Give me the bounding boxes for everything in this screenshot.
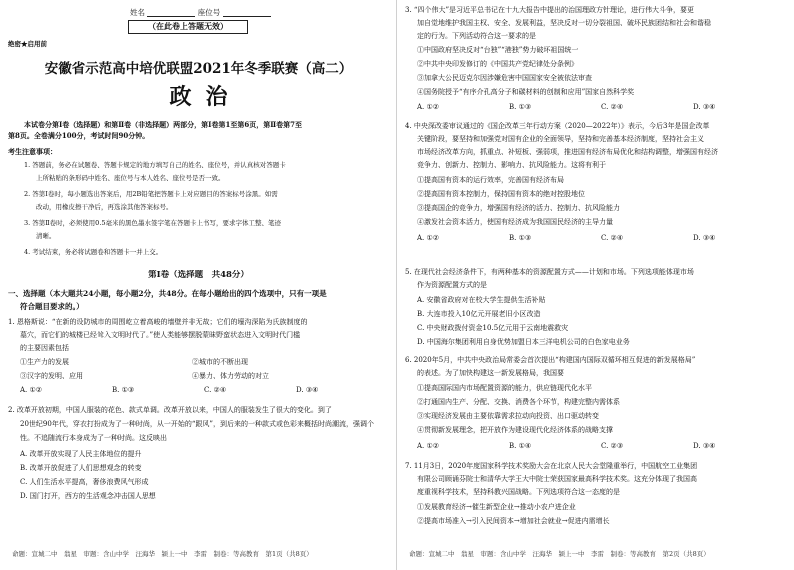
q6-line: 的表述。为了加快构建这一新发展格局，我国要 xyxy=(417,369,564,377)
name-blank xyxy=(147,16,195,17)
q1-option: ④暴力、体力劳动的对立 xyxy=(192,372,269,380)
q3-line: 定的行为。下列活动符合这一要求的是 xyxy=(417,32,536,40)
note-line: 上所粘贴的条形码中姓名、座位号与本人姓名、座位号是否一致。 xyxy=(36,174,225,182)
section-intro-2: 符合题目要求的。） xyxy=(20,302,84,311)
q5-option: C. 中央财政拨付资金10.5亿元用于云南地震救灾 xyxy=(417,324,569,332)
q1-option: ③汉字的发明、应用 xyxy=(20,372,83,380)
q4-option: ②提高国有资本控制力，保持国有资本的绝对控股地位 xyxy=(417,190,585,198)
q3-option: ②中共中央印发修订的《中国共产党纪律处分条例》 xyxy=(417,60,578,68)
q2-option: D. 国门打开，西方的生活观念冲击国人思想 xyxy=(20,492,156,500)
q1-option: ①生产力的发展 xyxy=(20,358,69,366)
confidential-seal: 绝密★启用前 xyxy=(8,40,47,48)
q3-line: 3. “四个伟大”是习近平总书记在十九大报告中提出的治国理政方针理论，进行伟大斗争，要更 xyxy=(405,6,695,14)
name-label: 姓名 xyxy=(130,8,145,17)
q3-option: ④国务院授予“有序介孔高分子和碳材料的创制和应用”国家自然科学奖 xyxy=(417,88,635,96)
intro-line-2: 第8页。全卷满分100分，考试时间90分钟。 xyxy=(8,131,150,140)
q6-answer: A. ①② xyxy=(417,442,440,450)
q6-option: ②打通国内生产、分配、交换、消费各个环节，构建完整内需体系 xyxy=(417,398,620,406)
page-footer: 命题：宣城二中 翁星 审题：含山中学 汪海华 颍上一中 李雷 制卷：等高教育 第2页（共8页） xyxy=(409,550,710,558)
q1-answer: D. ③④ xyxy=(296,386,319,394)
q1-line: 的主要因素包括 xyxy=(20,344,69,352)
seat-label: 座位号 xyxy=(197,8,221,17)
section-title: 第Ⅰ卷（选择题 共48分） xyxy=(148,270,249,280)
q4-line: 4. 中央深改委审议通过的《国企改革三年行动方案（2020—2022年）》表示，今后3年是国企改革 xyxy=(405,122,710,130)
q6-option: ③实现经济发展由主要依靠需求拉动向投资、出口驱动转变 xyxy=(417,412,599,420)
q4-line: 竞争力、创新力、控制力、影响力、抗风险能力。这将有利于 xyxy=(417,161,606,169)
q6-option: ①提高国际国内市场配置资源的能力，供应链现代化水平 xyxy=(417,384,592,392)
no-answer-notice: （在此卷上答题无效） xyxy=(128,20,248,34)
q4-answer: D. ③④ xyxy=(693,234,716,242)
note-line: 3. 答第Ⅱ卷时，必须使用0.5毫米的黑色墨水签字笔在答题卡上书写，要求字体工整、笔迹 xyxy=(24,219,282,227)
section-intro-1: 一、选择题（本大题共24小题，每小题2分，共48分。在每小题给出的四个选项中，只有一项是 xyxy=(8,289,327,298)
seat-blank xyxy=(223,16,271,17)
q4-line: 关键阶段，要坚持和加强党对国有企业的全面领导，坚持和完善基本经济制度，坚持社会主义 xyxy=(417,135,704,143)
q5-line: 5. 在现代社会经济条件下，有两种基本的资源配置方式——计划和市场。下列选项能体现市场 xyxy=(405,268,694,276)
q3-answer: C. ②④ xyxy=(601,103,624,111)
q6-line: 6. 2020年5月，中共中央政治局常委会首次提出“构建国内国际双循环相互促进的新发展格局” xyxy=(405,356,696,364)
subject-title: 政治 xyxy=(169,84,242,110)
q3-line: 加自觉地维护我国主权、安全、发展利益，坚决反对一切分裂祖国、破坏民族团结和社会和谐稳 xyxy=(417,19,711,27)
q1-line: 1. 恩格斯说：“在新的设防城市的周围屹立着高峻的墙壁并非无故；它们的壕沟深陷为氏族制度的 xyxy=(8,318,308,326)
q3-answer: B. ①③ xyxy=(509,103,532,111)
exam-title: 安徽省示范高中培优联盟2021年冬季联赛（高二） xyxy=(44,61,353,77)
notes-title: 考生注意事项： xyxy=(8,147,57,156)
q1-option: ②城市的不断出现 xyxy=(192,358,248,366)
q7-line: 度重视科学技术，坚持科教兴国战略。下列选项符合这一态度的是 xyxy=(417,488,620,496)
page-2 xyxy=(397,0,794,570)
note-line: 改动，用橡皮擦干净后，再选涂其他答案标号。 xyxy=(36,203,173,211)
q6-answer: B. ①④ xyxy=(509,442,532,450)
q4-option: ①提高国有资本的运行效率，完善国有经济布局 xyxy=(417,176,564,184)
note-line: 4. 考试结束，务必将试题卷和答题卡一并上交。 xyxy=(24,248,163,256)
q4-line: 市场经济改革方向，抓重点、补短板、强弱项，推进国有经济布局优化和结构调整，增强国有经济 xyxy=(417,148,718,156)
q2-option: C. 人们生活水平提高，奢侈浪费风气形成 xyxy=(20,478,149,486)
q3-option: ①中国政府坚决反对“台独”“港独”势力破坏祖国统一 xyxy=(417,46,579,54)
q3-answer: A. ①② xyxy=(417,103,440,111)
q6-answer: D. ③④ xyxy=(693,442,716,450)
q6-option: ④贯彻新发展理念，把开放作为建设现代化经济体系的战略支撑 xyxy=(417,426,613,434)
q1-line: 墓穴，而它们的城楼已经耸入文明时代了。”使人类能够摆脱蒙昧野蛮状态进入文明时代门槛 xyxy=(20,331,301,339)
q5-option: B. 大连市投入10亿元开展老旧小区改造 xyxy=(417,310,541,318)
q2-line: 20世纪90年代，穿衣打扮成为了一种时尚，从一开始的“跟风”，到后来的一种款式或色彩来概括时尚潮流，强调个 xyxy=(20,420,374,428)
q4-answer: A. ①② xyxy=(417,234,440,242)
q1-answer: B. ①③ xyxy=(112,386,135,394)
q4-answer: C. ②④ xyxy=(601,234,624,242)
q2-option: A. 改革开放实现了人民主体地位的提升 xyxy=(20,450,142,458)
note-line: 1. 答题前，务必在试题卷、答题卡规定的地方填写自己的姓名、座位号，并认真核对答题卡 xyxy=(24,161,286,169)
q6-answer: C. ②③ xyxy=(601,442,624,450)
q2-line: 2. 改革开放初期，中国人服装的花色、款式单调。改革开放以来，中国人的服装发生了很大的变化。到了 xyxy=(8,406,332,414)
page-footer: 命题：宣城二中 翁星 审题：含山中学 汪海华 颍上一中 李雷 制卷：等高教育 第1页（共8页） xyxy=(12,550,313,558)
q7-line: 有限公司顾诵芬院士和清华大学王大中院士荣获国家最高科学技术奖。这充分体现了我国高 xyxy=(417,475,697,483)
q7-line: 7. 11月3日，2020年度国家科学技术奖励大会在北京人民大会堂隆重举行，中国航空工业集团 xyxy=(405,462,698,470)
note-line: 清晰。 xyxy=(36,232,56,240)
q1-answer: A. ①② xyxy=(20,386,43,394)
q7-option: ②提高市场准入→引入民间资本→增加社会就业→促进内需增长 xyxy=(417,517,610,525)
q7-option: ①发展教育经济→催生新型企业→推动小农户进企业 xyxy=(417,503,576,511)
q4-option: ③提高国企的竞争力，增强国有经济的活力、控制力、抗风险能力 xyxy=(417,204,620,212)
name-seat-line xyxy=(130,8,271,17)
q4-option: ④激发社会资本活力，使国有经济成为我国国民经济的主导力量 xyxy=(417,218,613,226)
intro-line-1: 本试卷分第Ⅰ卷（选择题）和第Ⅱ卷（非选择题）两部分，第Ⅰ卷第1至第6页，第Ⅱ卷第7至 xyxy=(24,120,302,129)
note-line: 2. 答第Ⅰ卷时，每小题选出答案后，用2B铅笔把答题卡上对应题目的答案标号涂黑。如需 xyxy=(24,190,278,198)
q2-line: 性。不追随流行本身成为了一种时尚。这反映出 xyxy=(20,434,167,442)
q1-answer: C. ②④ xyxy=(204,386,227,394)
q3-option: ③加拿大公民迈克尔因涉嫌危害中国国家安全被依法审查 xyxy=(417,74,592,82)
q5-option: D. 中国海尔集团利用自身优势加盟日本三洋电机公司的白色家电业务 xyxy=(417,338,630,346)
q5-option: A. 安徽省政府对在校大学生提供生活补贴 xyxy=(417,296,546,304)
q2-option: B. 改革开放促进了人们思想观念的转变 xyxy=(20,464,142,472)
q5-line: 作为资源配置方式的是 xyxy=(417,281,487,289)
q4-answer: B. ①③ xyxy=(509,234,532,242)
q3-answer: D. ③④ xyxy=(693,103,716,111)
